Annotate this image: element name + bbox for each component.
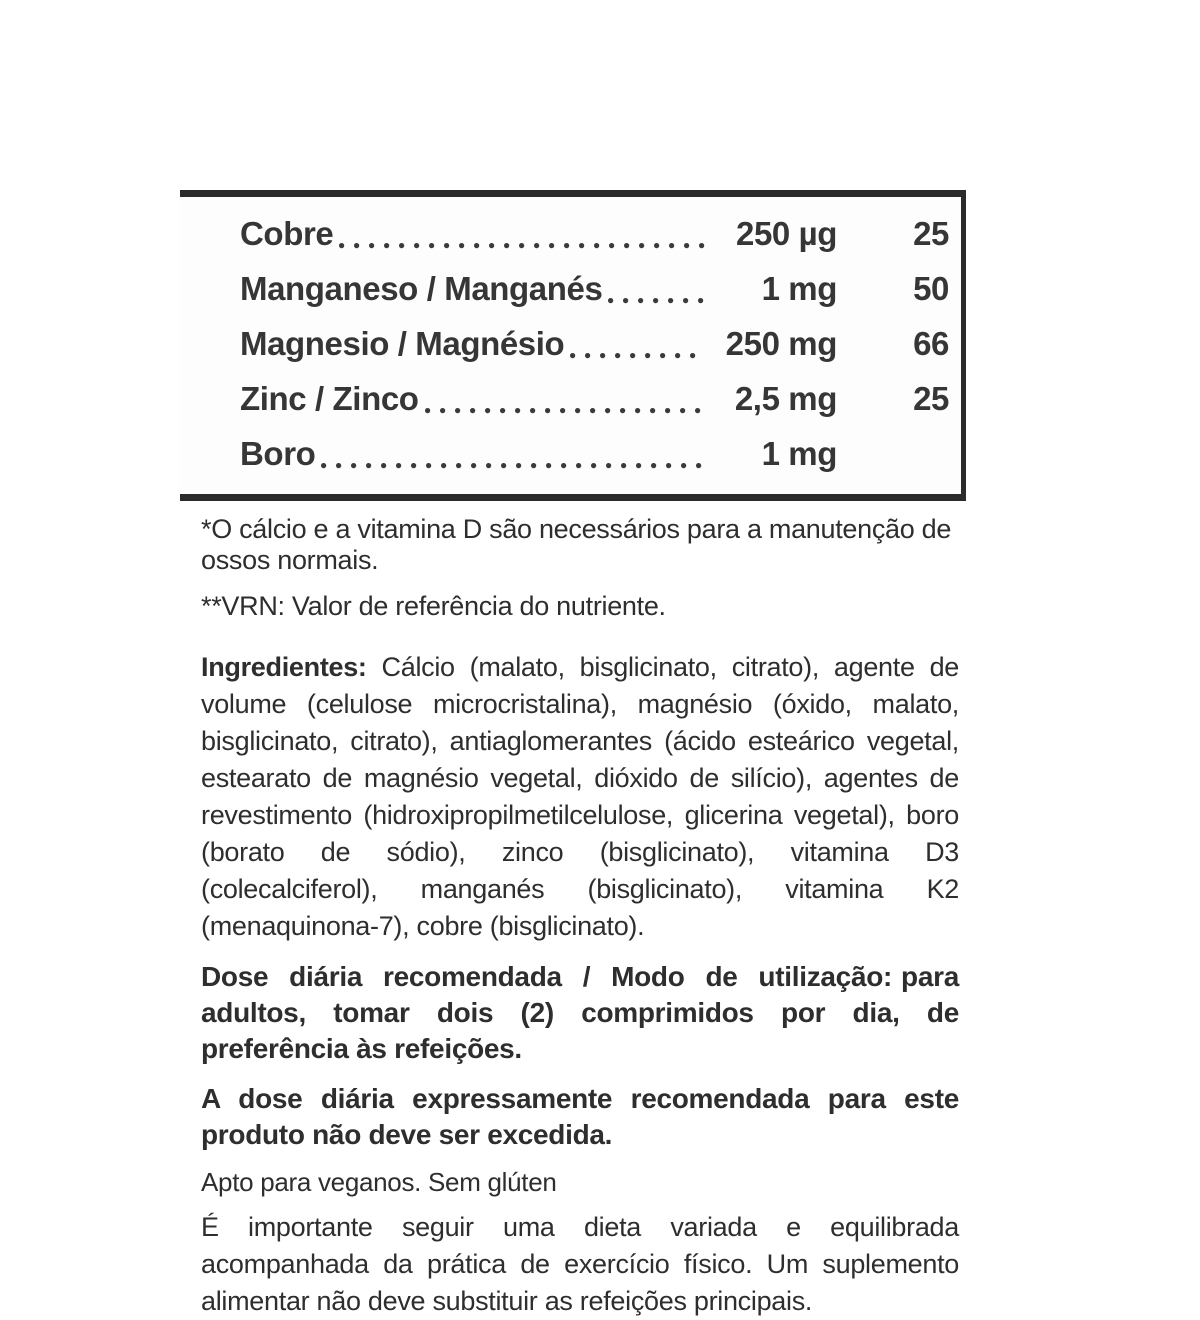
table-row [180, 316, 961, 371]
nutrient-amount: 1 mg [761, 434, 837, 472]
footnote-vrn: **VRN: Valor de referência do nutriente. [201, 591, 666, 621]
dosage-text: para adultos, tomar dois (2) comprimidos por dia, de preferência às refeições. [201, 961, 959, 1064]
warning-paragraph: A dose diária expressamente recomendada para este produto não deve ser excedida. [201, 1083, 959, 1150]
nutrient-amount: 250 µg [736, 214, 837, 252]
nutrient-amount: 250 mg [725, 324, 837, 362]
table-row [180, 261, 961, 316]
dietary-advice: É importante seguir uma dieta variada e equilibrada acompanhada da prática de exercício físico. Um suplemento alimentar não deve substituir as refeições principais. [201, 1212, 959, 1316]
nutrition-table [180, 190, 966, 501]
table-row [180, 371, 961, 426]
ingredients-label: Ingredientes: [201, 652, 367, 682]
dosage-paragraph [201, 959, 959, 1067]
nutrient-vrn-percent: 25 [913, 379, 949, 417]
dot-leader [570, 325, 705, 363]
dot-leader [425, 380, 705, 418]
dot-leader [608, 270, 705, 308]
table-row [180, 206, 961, 261]
dot-leader [339, 215, 705, 253]
nutrient-vrn-percent: 25 [913, 214, 949, 252]
footnote-calcium-vitd: *O cálcio e a vitamina D são necessários para a manutenção de ossos normais. [201, 514, 952, 575]
suitability-note: Apto para veganos. Sem glúten [201, 1167, 557, 1197]
nutrient-name: Manganeso / Manganés [240, 269, 603, 307]
table-row [180, 426, 961, 481]
nutrient-amount: 2,5 mg [734, 379, 837, 417]
nutrient-amount: 1 mg [761, 269, 837, 307]
dosage-label: Dose diária recomendada / Modo de utilização: [201, 961, 893, 992]
nutrient-name: Cobre [240, 214, 334, 252]
nutrient-vrn-percent: 50 [913, 269, 949, 307]
label-text-column [201, 514, 959, 1320]
nutrient-name: Zinc / Zinco [240, 379, 419, 417]
ingredients-paragraph [201, 649, 959, 945]
nutrient-name: Boro [240, 434, 316, 472]
nutrient-vrn-percent: 66 [913, 324, 949, 362]
ingredients-text: Cálcio (malato, bisglicinato, citrato), agente de volume (celulose microcristalina), magnésio (óxido, malato, bisglicinato, citrato), antiaglomerantes (ácido esteárico vegetal, estearato de magnésio vegetal, dióxido de silício), agentes de revestimento (hidroxipropilmetilcelulose, glicerina vegetal), boro (borato de sódio), zinco (bisglicinato), vitamina D3 (colecalciferol), manganés (bisglicinato), vitamina K2 (menaquinona-7), cobre (bisglicinato). [201, 652, 960, 941]
dot-leader [321, 435, 705, 473]
nutrient-name: Magnesio / Magnésio [240, 324, 565, 362]
